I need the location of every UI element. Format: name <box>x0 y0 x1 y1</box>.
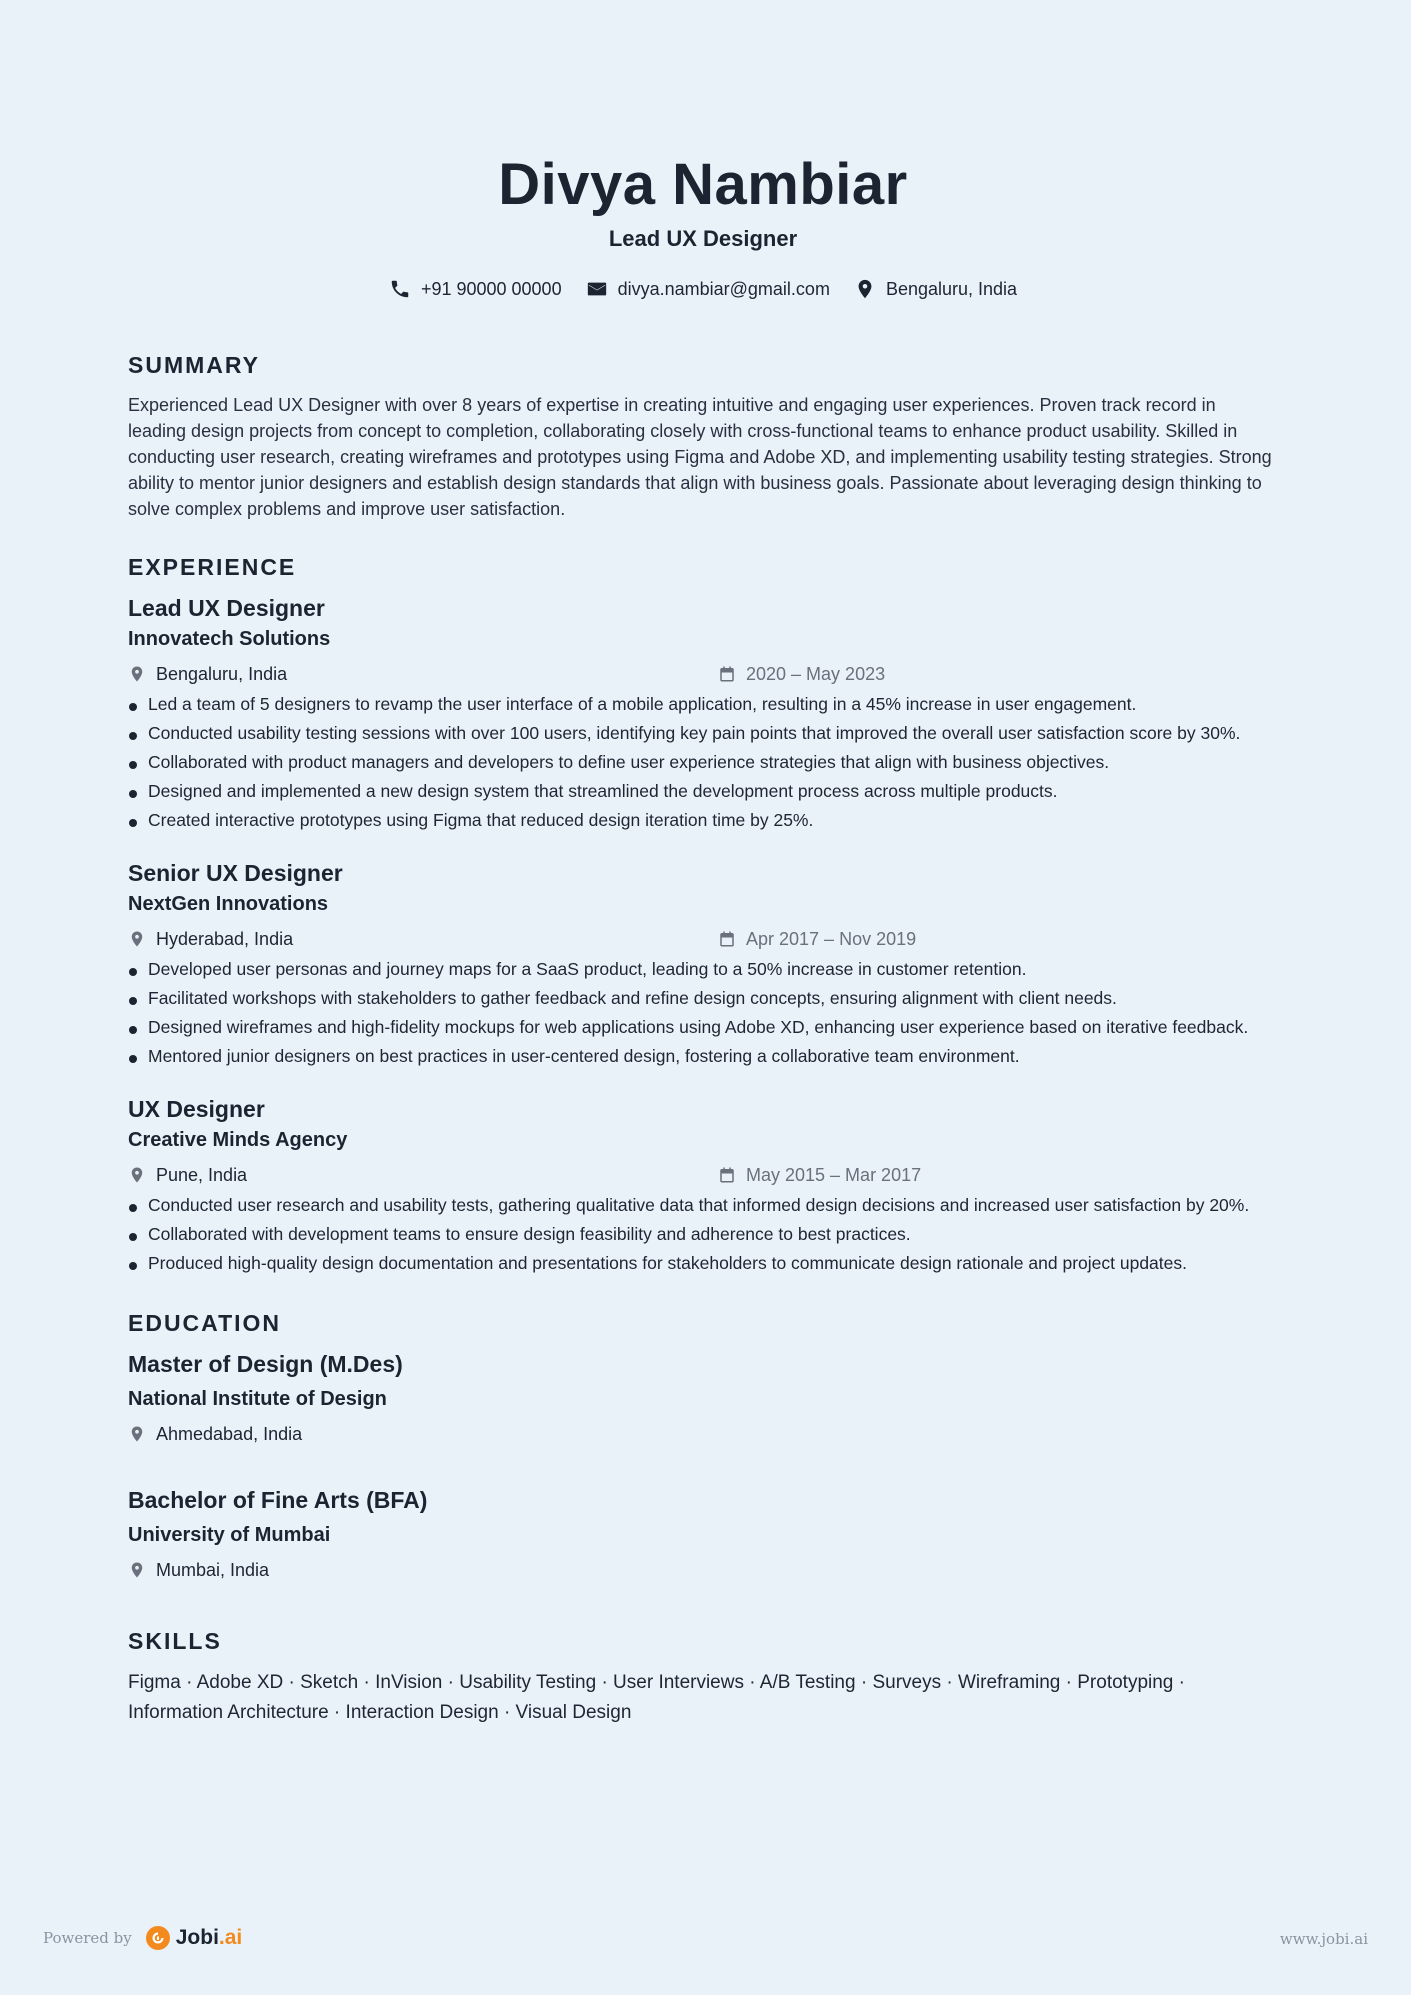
email-text: divya.nambiar@gmail.com <box>617 279 830 299</box>
job-dates-text: May 2015 – Mar 2017 <box>746 1165 922 1185</box>
candidate-name: Divya Nambiar <box>498 152 908 217</box>
education-location <box>128 1422 718 1446</box>
contact-phone[interactable] <box>389 278 562 300</box>
job-bullet: Developed user personas and journey maps for a SaaS product, leading to a 50% increase in customer retention. <box>128 955 1278 984</box>
job-title: Lead UX Designer <box>128 595 325 621</box>
contact-email[interactable] <box>586 278 830 300</box>
job-entry <box>128 592 1278 835</box>
school-name: University of Mumbai <box>128 1524 331 1546</box>
job-location-text: Bengaluru, India <box>156 664 288 684</box>
school-name: National Institute of Design <box>128 1388 387 1410</box>
job-entry <box>128 857 1278 1071</box>
jobi-logo[interactable] <box>146 1926 243 1950</box>
education-meta <box>128 1422 1278 1446</box>
company-name: NextGen Innovations <box>128 893 329 915</box>
education-location-text: Ahmedabad, India <box>156 1424 303 1444</box>
degree-title: Bachelor of Fine Arts (BFA) <box>128 1487 428 1513</box>
degree-title: Master of Design (M.Des) <box>128 1351 403 1377</box>
company-name: Innovatech Solutions <box>128 628 331 650</box>
job-location-text: Hyderabad, India <box>156 929 294 949</box>
education-entry <box>128 1484 1278 1582</box>
location-pin-icon <box>128 1166 146 1184</box>
education-meta <box>128 1558 1278 1582</box>
job-dates <box>718 662 885 686</box>
location-pin-icon <box>128 1561 146 1579</box>
footer-branding <box>43 1926 242 1950</box>
logo-main: Jobi <box>175 1926 219 1949</box>
location-pin-icon <box>128 930 146 948</box>
education-heading: EDUCATION <box>128 1310 282 1336</box>
phone-icon <box>389 278 411 300</box>
job-title: UX Designer <box>128 1096 265 1122</box>
jobi-logo-text <box>176 1926 243 1950</box>
job-bullet: Conducted user research and usability tests, gathering qualitative data that informed design decisions and increased user satisfaction by 20%. <box>128 1191 1278 1220</box>
phone-text: +91 90000 00000 <box>420 279 562 299</box>
job-location <box>128 662 718 686</box>
education-location-text: Mumbai, India <box>156 1560 270 1580</box>
job-dates-text: Apr 2017 – Nov 2019 <box>746 929 917 949</box>
job-bullet: Mentored junior designers on best practices in user-centered design, fostering a collaborative team environment. <box>128 1042 1278 1071</box>
experience-heading: EXPERIENCE <box>128 554 297 580</box>
candidate-role: Lead UX Designer <box>608 226 798 251</box>
education-location <box>128 1558 718 1582</box>
job-bullet: Led a team of 5 designers to revamp the user interface of a mobile application, resulting in a 45% increase in user engagement. <box>128 690 1278 719</box>
powered-by-text: Powered by <box>43 1929 132 1947</box>
job-dates <box>718 1163 921 1187</box>
job-bullet: Collaborated with product managers and developers to define user experience strategies that align with business objectives. <box>128 748 1278 777</box>
resume-header <box>128 0 1278 300</box>
contact-row <box>128 278 1278 300</box>
job-bullets <box>128 955 1278 1071</box>
job-meta <box>128 927 1278 951</box>
skills-list: Figma · Adobe XD · Sketch · InVision · Usability Testing · User Interviews · A/B Testing · Surveys · Wireframing · Prototyping · Information Architecture · Interaction Design · Visual Design <box>128 1672 1185 1723</box>
calendar-icon <box>718 665 736 683</box>
job-dates-text: 2020 – May 2023 <box>746 664 886 684</box>
job-dates <box>718 927 916 951</box>
job-meta <box>128 1163 1278 1187</box>
job-bullet: Collaborated with development teams to ensure design feasibility and adherence to best practices. <box>128 1220 1278 1249</box>
job-bullet: Facilitated workshops with stakeholders to gather feedback and refine design concepts, ensuring alignment with client needs. <box>128 984 1278 1013</box>
job-location <box>128 1163 718 1187</box>
skills-heading: SKILLS <box>128 1628 222 1654</box>
location-pin-icon <box>128 1425 146 1443</box>
calendar-icon <box>718 1166 736 1184</box>
education-entry <box>128 1348 1278 1446</box>
job-bullet: Designed and implemented a new design system that streamlined the development process across multiple products. <box>128 777 1278 806</box>
footer-url[interactable]: www.jobi.ai <box>1279 1930 1368 1948</box>
contact-location <box>854 278 1017 300</box>
summary-text: Experienced Lead UX Designer with over 8 years of expertise in creating intuitive and engaging user experiences. Proven track record in leading design projects from concept to completion, collaborating closely with cross-functional teams to enhance product usability. Skilled in conducting user research, creating wireframes and prototypes using Figma and Adobe XD, and implementing usability testing strategies. Strong ability to mentor junior designers and establish design standards that align with business goals. Passionate about leveraging design thinking to solve complex problems and improve user satisfaction. <box>128 395 1272 519</box>
resume-page <box>128 0 1278 1728</box>
job-bullet: Designed wireframes and high-fidelity mockups for web applications using Adobe XD, enhancing user experience based on iterative feedback. <box>128 1013 1278 1042</box>
job-meta <box>128 662 1278 686</box>
logo-accent: .ai <box>218 1926 243 1949</box>
email-icon <box>586 278 608 300</box>
jobi-logo-icon <box>146 1926 170 1950</box>
job-location-text: Pune, India <box>156 1165 248 1185</box>
calendar-icon <box>718 930 736 948</box>
location-text: Bengaluru, India <box>885 279 1018 299</box>
job-location <box>128 927 718 951</box>
job-bullet: Produced high-quality design documentation and presentations for stakeholders to communicate design rationale and project updates. <box>128 1249 1278 1278</box>
job-bullet: Conducted usability testing sessions with over 100 users, identifying key pain points that improved the overall user satisfaction score by 30%. <box>128 719 1278 748</box>
job-bullets <box>128 690 1278 835</box>
company-name: Creative Minds Agency <box>128 1129 348 1151</box>
summary-heading: SUMMARY <box>128 352 260 378</box>
job-title: Senior UX Designer <box>128 860 343 886</box>
job-entry <box>128 1093 1278 1278</box>
location-pin-icon <box>128 665 146 683</box>
job-bullet: Created interactive prototypes using Figma that reduced design iteration time by 25%. <box>128 806 1278 835</box>
job-bullets <box>128 1191 1278 1278</box>
location-pin-icon <box>854 278 876 300</box>
